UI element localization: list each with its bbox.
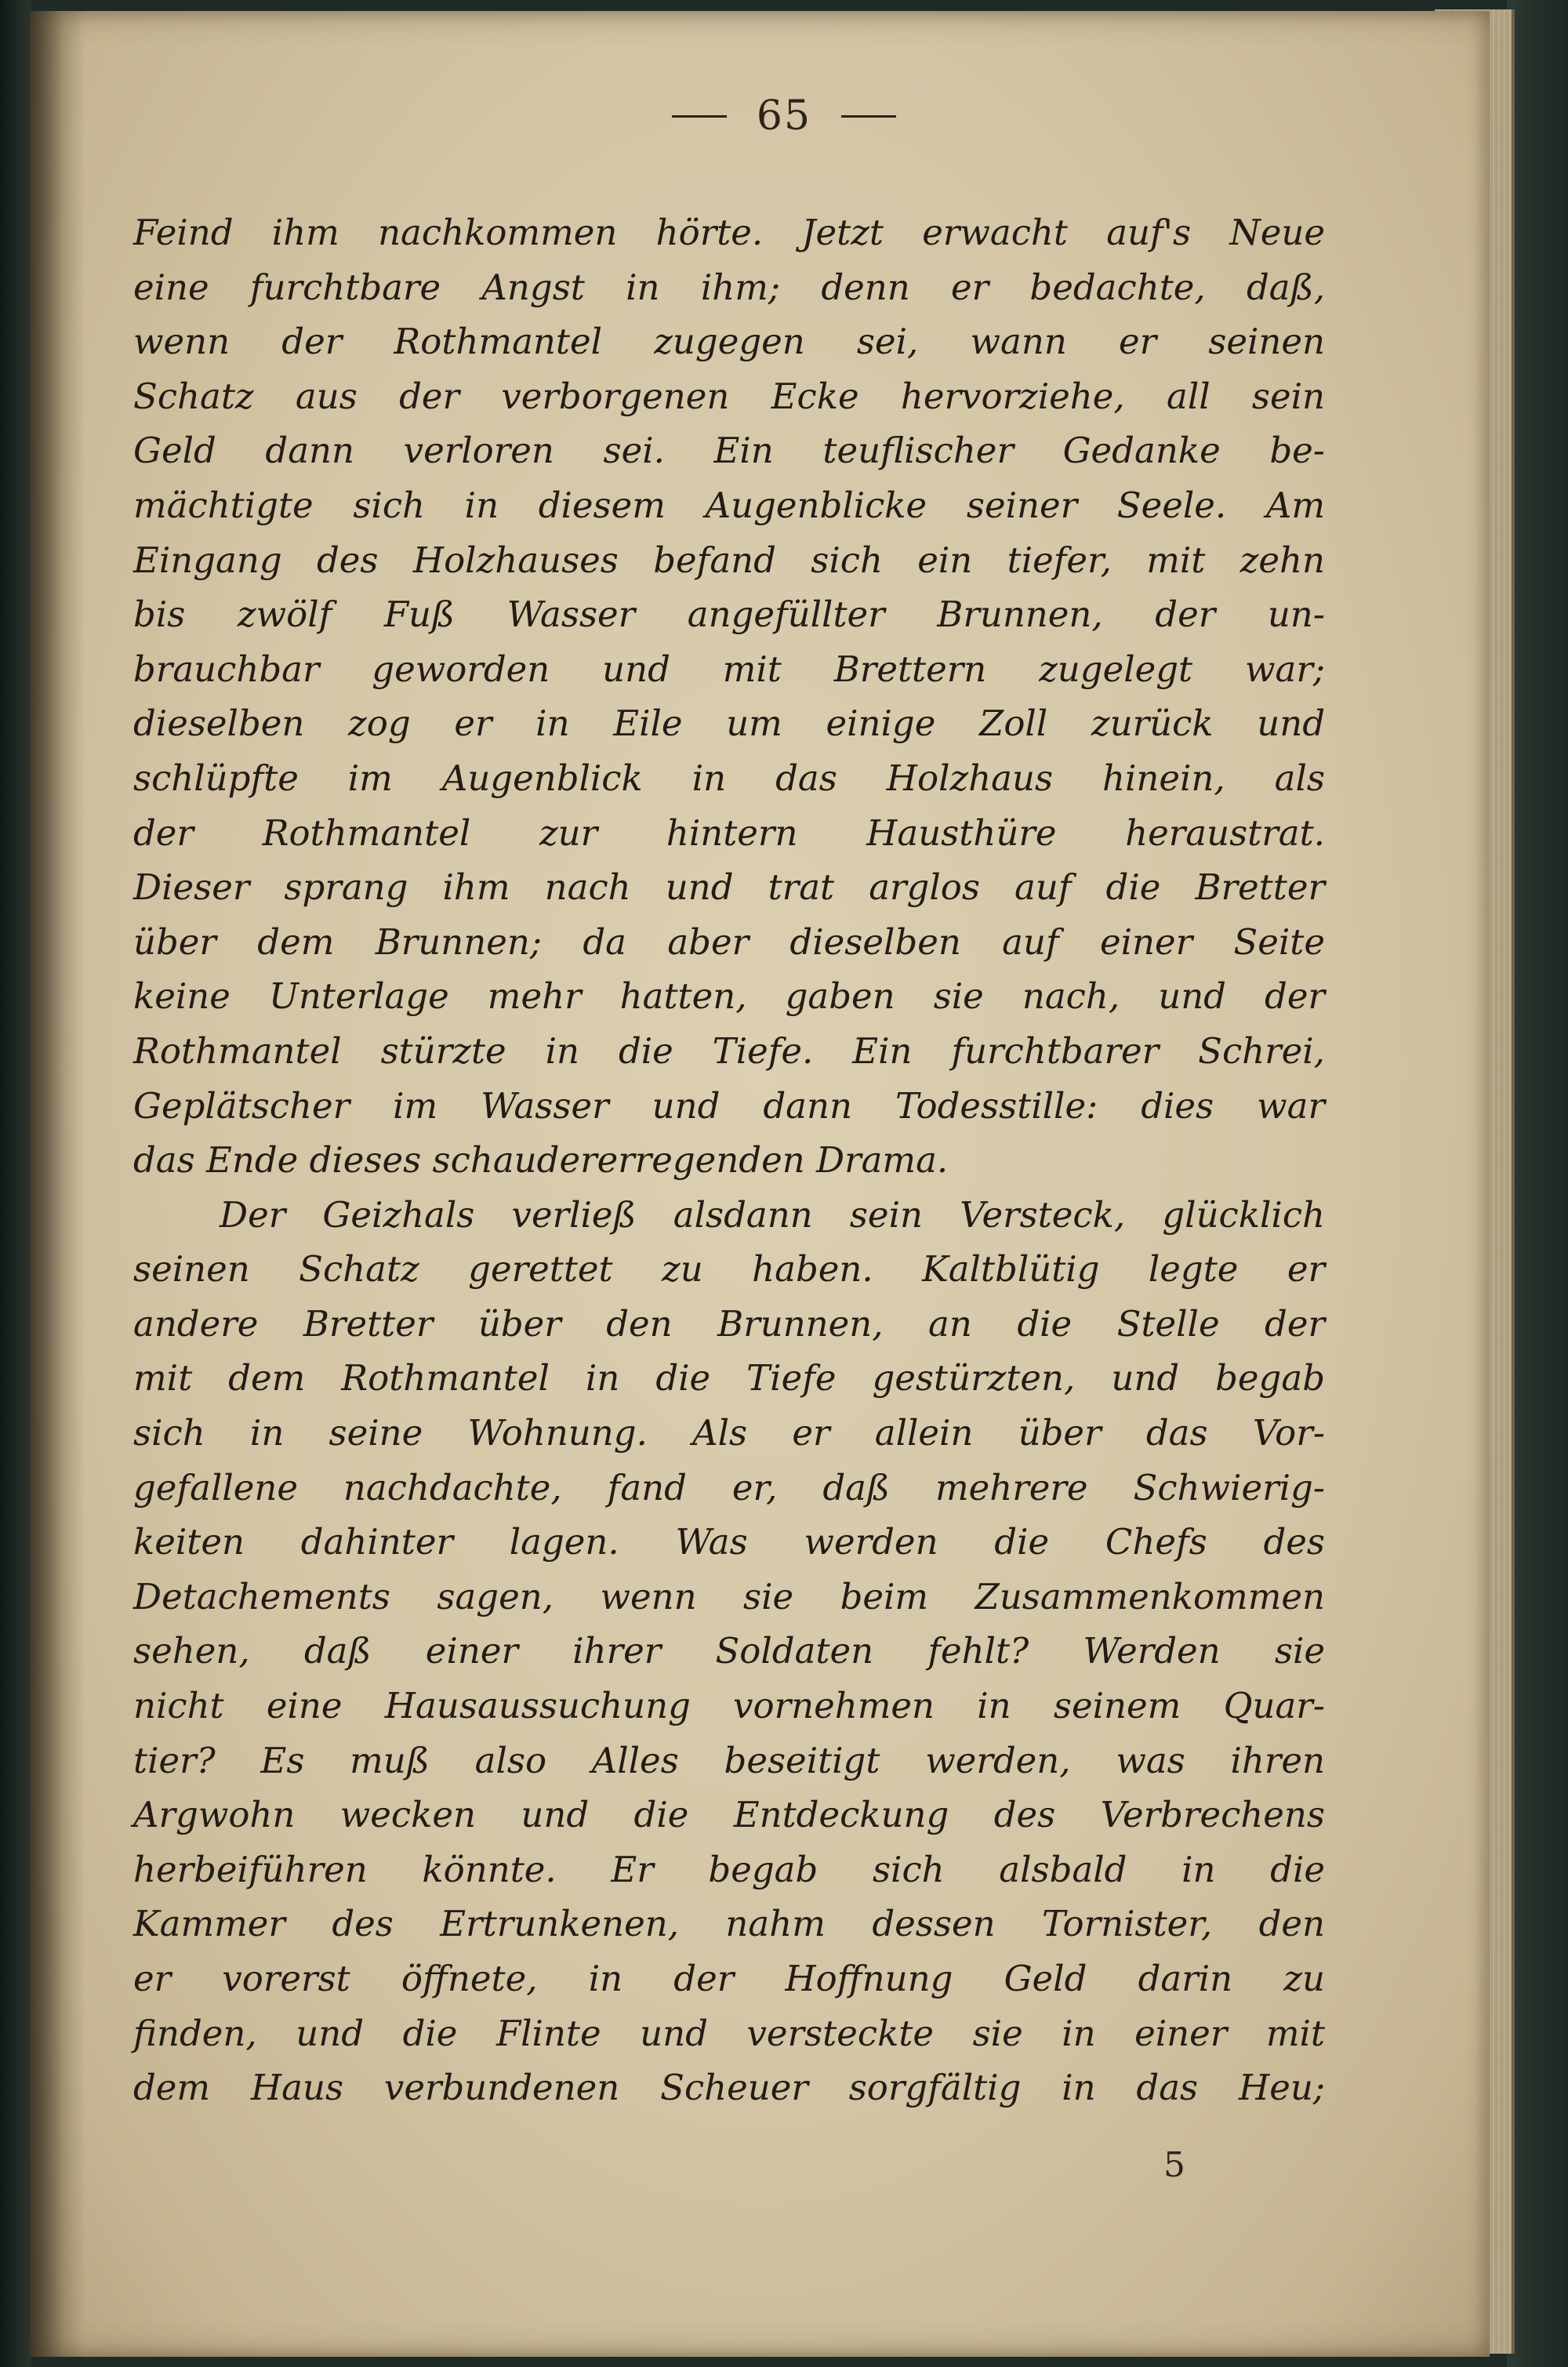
book-cover-right: [1507, 0, 1568, 2367]
text-line: Geld dann verloren sei. Ein teuflischer Gedanke be-: [133, 430, 1325, 472]
text-line: Argwohn wecken und die Entdeckung des Verbrechens: [133, 1794, 1325, 1836]
header-dash-right: [841, 115, 896, 118]
text-line: tier? Es muß also Alles beseitigt werden, was ihren: [133, 1739, 1325, 1781]
text-line: mächtigte sich in diesem Augenblicke seiner Seele. Am: [133, 484, 1325, 526]
text-line: der Rothmantel zur hintern Hausthüre heraustrat.: [133, 811, 1325, 854]
text-line: dieselben zog er in Eile um einige Zoll zurück und: [133, 702, 1325, 745]
text-line: gefallene nachdachte, fand er, daß mehrere Schwierig-: [133, 1466, 1325, 1508]
text-line: Detachements sagen, wenn sie beim Zusammenkommen: [133, 1575, 1325, 1617]
text-line: Rothmantel stürzte in die Tiefe. Ein furchtbarer Schrei,: [133, 1029, 1325, 1072]
book-binding-shadow: [30, 11, 85, 2357]
text-line: sehen, daß einer ihrer Soldaten fehlt? Werden sie: [133, 1630, 1325, 1672]
text-line: eine furchtbare Angst in ihm; denn er bedachte, daß,: [133, 266, 1325, 308]
text-line: keiten dahinter lagen. Was werden die Chefs des: [133, 1521, 1325, 1563]
signature-mark: 5: [1163, 2145, 1185, 2185]
text-line: Kammer des Ertrunkenen, nahm dessen Tornister, den: [133, 1903, 1325, 1945]
text-line: sich in seine Wohnung. Als er allein über das Vor-: [133, 1412, 1325, 1454]
text-line: herbeiführen könnte. Er begab sich alsbald in die: [133, 1848, 1325, 1890]
text-line: über dem Brunnen; da aber dieselben auf einer Seite: [133, 920, 1325, 963]
text-line: bis zwölf Fuß Wasser angefüllter Brunnen, der un-: [133, 594, 1325, 636]
text-line-paragraph-end: das Ende dieses schaudererregenden Drama.: [133, 1139, 949, 1182]
text-line: Geplätscher im Wasser und dann Todesstille: dies war: [133, 1084, 1325, 1127]
book-cover-left: [0, 0, 31, 2367]
text-line: andere Bretter über den Brunnen, an die Stelle der: [133, 1302, 1325, 1345]
header-dash-left: [672, 115, 727, 118]
text-line: Feind ihm nachkommen hörte. Jetzt erwacht auf's Neue: [133, 212, 1325, 253]
page-number: 65: [756, 93, 812, 140]
text-line: keine Unterlage mehr hatten, gaben sie nach, und der: [133, 975, 1325, 1018]
text-line: Dieser sprang ihm nach und trat arglos auf die Bretter: [133, 866, 1325, 909]
text-line: Schatz aus der verborgenen Ecke hervorziehe, all sein: [133, 375, 1325, 417]
text-line: finden, und die Flinte und versteckte sie in einer mit: [133, 2012, 1325, 2054]
text-line: seinen Schatz gerettet zu haben. Kaltblütig legte er: [133, 1248, 1325, 1291]
page-header: [0, 93, 1568, 140]
text-line: schlüpfte im Augenblick in das Holzhaus hinein, als: [133, 757, 1325, 799]
body-text: [133, 205, 1325, 2115]
text-line: Eingang des Holzhauses befand sich ein tiefer, mit zehn: [133, 539, 1325, 581]
text-line-paragraph-start: Der Geizhals verließ alsdann sein Versteck, glücklich: [220, 1193, 1325, 1236]
text-line: nicht eine Hausaussuchung vornehmen in seinem Quar-: [133, 1685, 1325, 1727]
text-line: er vorerst öffnete, in der Hoffnung Geld darin zu: [133, 1958, 1325, 1999]
text-line: brauchbar geworden und mit Brettern zugelegt war;: [133, 648, 1325, 690]
text-line: wenn der Rothmantel zugegen sei, wann er seinen: [133, 321, 1325, 363]
text-line: mit dem Rothmantel in die Tiefe gestürzten, und begab: [133, 1357, 1325, 1400]
text-line: dem Haus verbundenen Scheuer sorgfältig in das Heu;: [133, 2067, 1325, 2109]
